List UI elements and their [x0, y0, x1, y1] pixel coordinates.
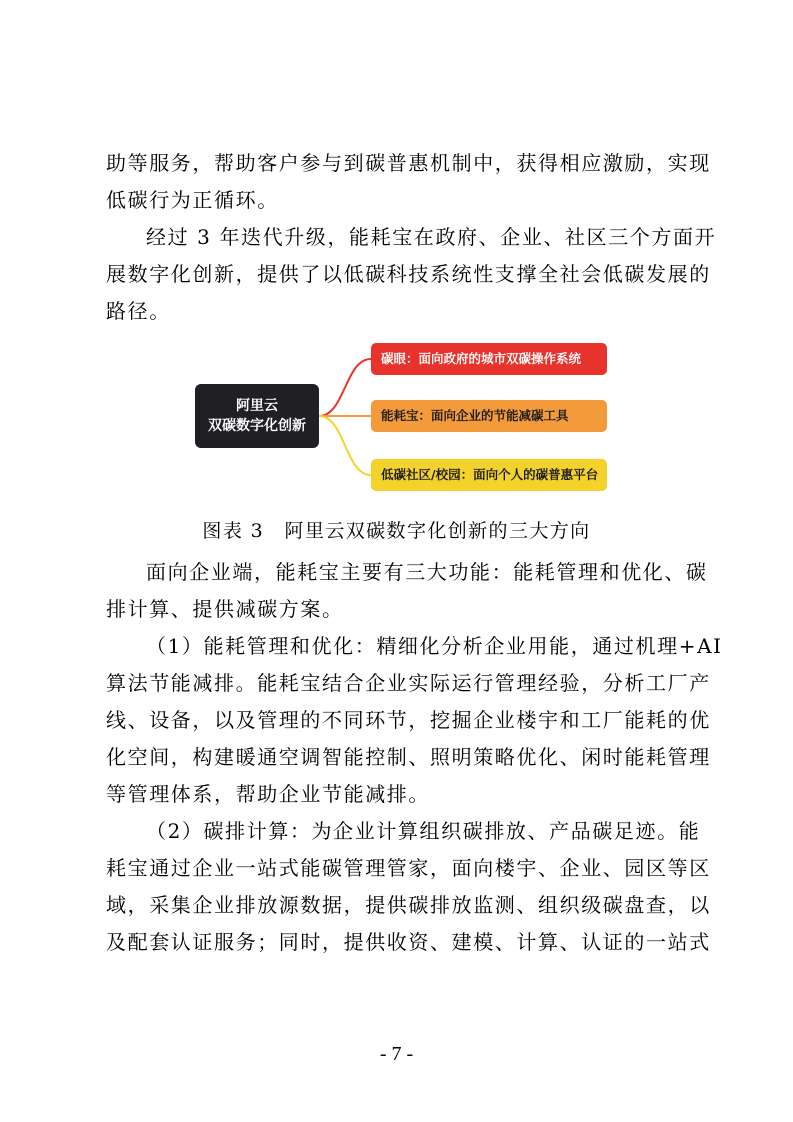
root-node-line2: 双碳数字化创新	[208, 418, 306, 434]
body-line: （2）碳排计算：为企业计算组织碳排放、产品碳足迹。能	[146, 819, 701, 843]
body-line: 耗宝通过企业一站式能碳管理管家，面向楼宇、企业、园区等区	[106, 856, 711, 880]
branch-node-carbon-eye: 碳眼：面向政府的城市双碳操作系统	[371, 343, 607, 375]
body-line: 助等服务，帮助客户参与到碳普惠机制中，获得相应激励，实现	[106, 151, 711, 175]
root-node	[195, 384, 319, 448]
body-line: 线、设备，以及管理的不同环节，挖掘企业楼宇和工厂能耗的优	[106, 708, 711, 732]
body-line: 化空间，构建暖通空调智能控制、照明策略优化、闲时能耗管理	[106, 745, 711, 769]
body-line: 路径。	[106, 299, 171, 323]
branch-node-low-carbon-community: 低碳社区/校园：面向个人的碳普惠平台	[371, 459, 607, 491]
body-line: 算法节能减排。能耗宝结合企业实际运行管理经验，分析工厂产	[106, 671, 711, 695]
body-line: 域，采集企业排放源数据，提供碳排放监测、组织级碳盘查，以	[106, 893, 711, 917]
body-line: 等管理体系，帮助企业节能减排。	[106, 782, 430, 806]
root-node-line1: 阿里云	[236, 398, 278, 414]
figure-caption: 图表 3 阿里云双碳数字化创新的三大方向	[202, 520, 591, 542]
body-line: 及配套认证服务；同时，提供收资、建模、计算、认证的一站式	[106, 930, 711, 954]
body-line: 经过 3 年迭代升级，能耗宝在政府、企业、社区三个方面开	[146, 225, 717, 249]
branch-node-energy-treasure: 能耗宝：面向企业的节能减碳工具	[371, 400, 607, 432]
body-line: 低碳行为正循环。	[106, 188, 279, 212]
page-number: - 7 -	[379, 1043, 414, 1065]
body-line: （1）能耗管理和优化：精细化分析企业用能，通过机理+AI	[146, 634, 723, 658]
mind-map-figure	[195, 338, 615, 498]
body-line: 展数字化创新，提供了以低碳科技系统性支撑全社会低碳发展的	[106, 262, 711, 286]
body-line: 面向企业端，能耗宝主要有三大功能：能耗管理和优化、碳	[146, 560, 708, 584]
body-line: 排计算、提供减碳方案。	[106, 597, 344, 621]
